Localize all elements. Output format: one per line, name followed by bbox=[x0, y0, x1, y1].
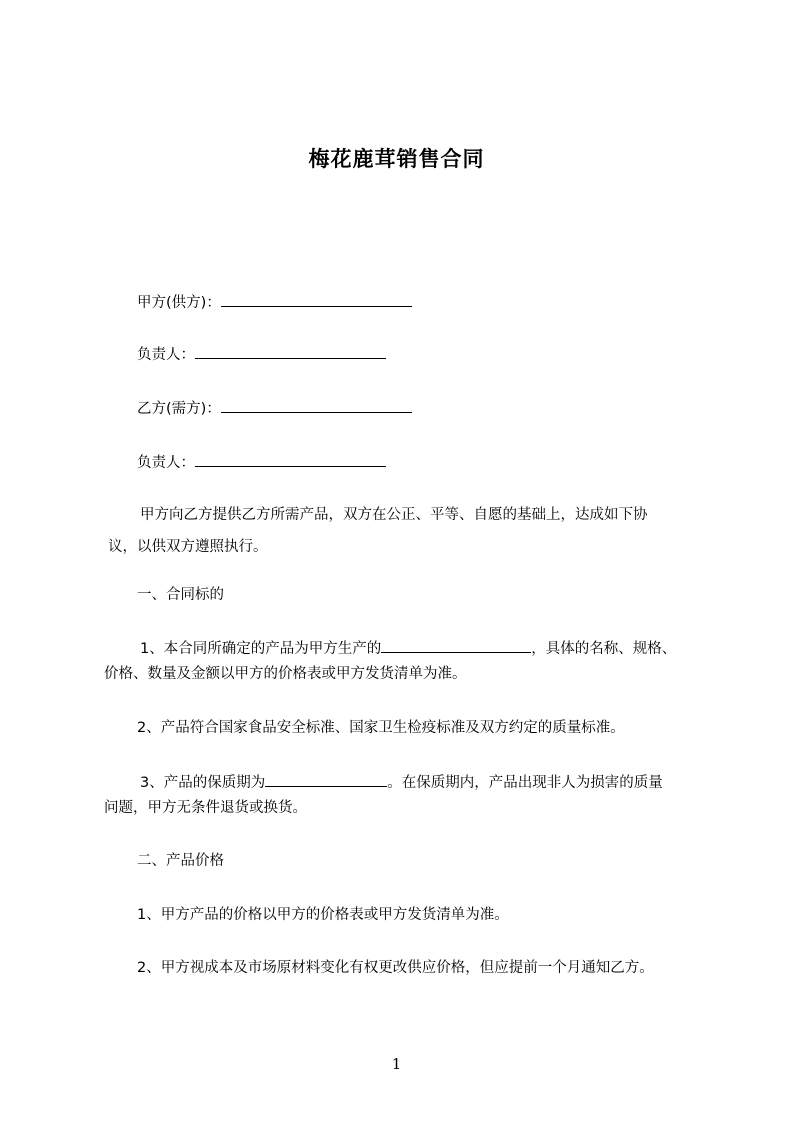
party-b-blank[interactable] bbox=[221, 398, 412, 413]
party-b-line bbox=[137, 398, 412, 419]
s1-item-3-text-cont: 。在保质期内，产品出现非人为损害的质量 bbox=[387, 775, 663, 791]
party-b-rep-label: 负责人： bbox=[137, 455, 195, 471]
party-b-rep-blank[interactable] bbox=[195, 452, 386, 467]
s1-item-3-line-2: 问题，甲方无条件退货或换货。 bbox=[104, 800, 307, 816]
s1-item-1-line-2: 价格、数量及金额以甲方的价格表或甲方发货清单为准。 bbox=[104, 666, 467, 682]
party-a-rep-blank[interactable] bbox=[195, 344, 386, 359]
section-1-heading: 一、合同标的 bbox=[137, 587, 224, 603]
document-title: 梅花鹿茸销售合同 bbox=[308, 147, 485, 171]
s1-item-2: 2、产品符合国家食品安全标准、国家卫生检疫标准及双方约定的质量标准。 bbox=[137, 720, 625, 736]
s1-item-3 bbox=[140, 772, 663, 793]
party-b-label: 乙方(需方)： bbox=[137, 401, 221, 417]
party-b-rep-line bbox=[137, 452, 386, 473]
s2-item-1: 1、甲方产品的价格以甲方的价格表或甲方发货清单为准。 bbox=[137, 907, 509, 923]
party-a-rep-label: 负责人： bbox=[137, 347, 195, 363]
party-a-blank[interactable] bbox=[221, 292, 412, 307]
party-a-rep-line bbox=[137, 344, 386, 365]
intro-line-2: 议，以供双方遵照执行。 bbox=[108, 539, 268, 555]
s1-item-3-text: 3、产品的保质期为 bbox=[140, 775, 266, 791]
party-a-label: 甲方(供方)： bbox=[137, 295, 221, 311]
intro-line-1: 甲方向乙方提供乙方所需产品，双方在公正、平等、自愿的基础上，达成如下协 bbox=[140, 507, 648, 523]
party-a-line bbox=[137, 292, 412, 313]
page-number: 1 bbox=[391, 1055, 402, 1073]
section-2-heading: 二、产品价格 bbox=[137, 853, 224, 869]
s2-item-2: 2、甲方视成本及市场原材料变化有权更改供应价格，但应提前一个月通知乙方。 bbox=[137, 960, 654, 976]
s1-item-1-text: 1、本合同所确定的产品为甲方生产的 bbox=[140, 641, 382, 657]
s1-item-1 bbox=[140, 638, 676, 659]
shelf-life-blank[interactable] bbox=[265, 772, 387, 787]
product-blank[interactable] bbox=[381, 638, 531, 653]
s1-item-1-text-cont: ，具体的名称、规格、 bbox=[531, 641, 677, 657]
